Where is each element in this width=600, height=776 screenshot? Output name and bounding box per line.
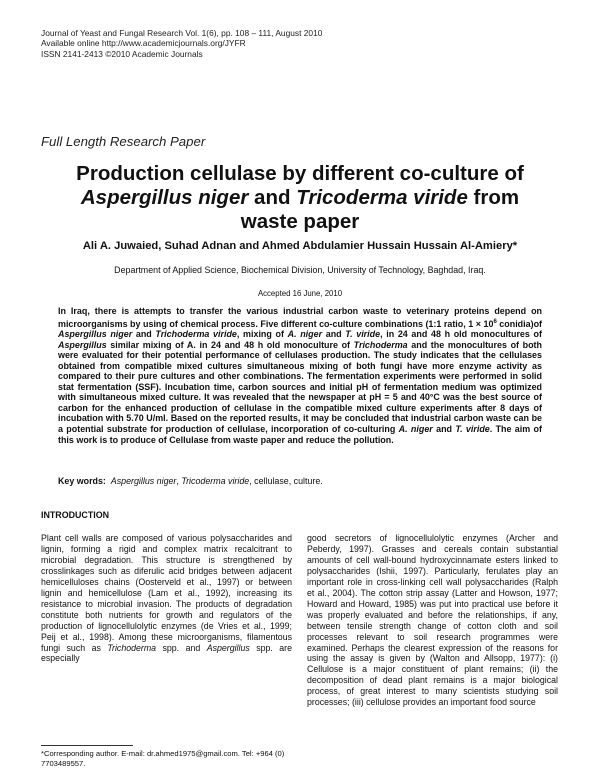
journal-url: Available online http://www.academicjournals.org/JYFR [41, 38, 246, 49]
journal-citation: Journal of Yeast and Fungal Research Vol. 1(6), pp. 108 – 111, August 2010 [41, 28, 323, 38]
intro-paragraph-right: good secretors of lignocellulolytic enzymes (Archer and Peberdy, 1997). Grasses and cereals contain substantial amounts of cell wall-bound hydroxycinnamate esters linked to polysaccharides (Ishii, 1997). Particularly, ferulates play an important role in cross-linking cell wall polysaccharides (Ralph et al., 2004). The cotton strip assay (Latter and Howson, 1977; Howard and Howard, 1985) was put into practical use before it was properly evaluated and before the relationships, if any, between tensile strength change of cotton cloth and soil processes relevant to soil research programmes were examined. Perhaps the clearest expression of the reasons for using the assay is given by (Walton and Allsopp, 1977): (i) Cellulose is a major constituent of plant remains; (ii) the decomposition of dead plant remains is a major biological process, of great interest to many scientists studying soil processes; (iii) cellulose provides an important food source [307, 533, 558, 708]
abstract-text: In Iraq, there is attempts to transfer the various industrial carbon waste to veterinary proteins depend on microorganisms by using of chemical process. Five different co-culture combinations (1:1 ratio, $1 \times 10^6$ conidia)of Aspergillus niger and Trichoderma viride, mixing of A. niger and T. viride, in 24 and 48 h old monocultures of Aspergillus similar mixing of A. in 24 and 48 h old monoculture of Trichoderma and the monocultures of both were evaluated for their potential performance of cellulases production. The study indicates that the cellulases obtained from compatible mixed cultures simultaneous mixing of both fungi have more enzyme activity as compared to their pure cultures and other combinations. The fermentation experiments were performed in solid stat fermentation (SSF). Incubation time, carbon sources and initial pH of fermentation medium was optimized with simultaneous mixed culture. It was revealed that the newspaper at pH = 5 and 40°C was the best source of carbon for the enhanced production of cellulase in the compatible mixed culture experiments after 8 days of incubation with 5.70 U/ml. Based on the reported results, it may be concluded that industrial carbon waste can be a potential substrate for production of cellulase, incorporation of co-culturing A. niger and T. viride. The aim of this work is to produce of Cellulase from waste paper and reduce the pollution. [58, 306, 543, 445]
abstract [58, 306, 542, 445]
title-organism1: Aspergillus niger [80, 186, 249, 209]
keywords: Key words: Aspergillus niger, Tricoderma viride, cellulase, culture. [58, 476, 323, 486]
title-and: and [248, 186, 297, 209]
intro-column-right [307, 533, 558, 708]
journal-issn: ISSN 2141-2413 ©2010 Academic Journals [41, 48, 203, 59]
title-part3: waste paper [240, 210, 360, 233]
keywords-label: Key words: [58, 476, 106, 486]
article-type: Full Length Research Paper [41, 134, 206, 149]
intro-paragraph-left: Plant cell walls are composed of various polysaccharides and lignin, forming a rigid and complex matrix recalcitrant to microbial degradation. This structure is strengthened by crosslinkages such as diferulic acid bridges between adjacent hemicelluloses chains (Oosterveld et al., 1997) or between lignin and hemicellulose (Lam et al., 1992), increasing its resistance to microbial invasion. The products of degradation constitute both nutrients for growth and regulators of the production of lignocellulolytic enzymes (de Vries et al., 1999; Peij et al., 1998). Among these microorganisms, filamentous fungi such as Trichoderma spp. and Aspergillus spp. are especially [41, 533, 292, 664]
authors: Ali A. Juwaied, Suhad Adnan and Ahmed Abdulamier Hussain Hussain Al-Amiery* [82, 240, 518, 252]
title-part1: Production cellulase by different co-culture of [76, 162, 524, 185]
footnote-divider [41, 745, 133, 746]
affiliation: Department of Applied Science, Biochemical Division, University of Technology, Baghdad, Iraq. [114, 265, 486, 275]
title-part2: from [467, 186, 520, 209]
introduction-heading: INTRODUCTION [41, 510, 110, 520]
paper-title [40, 162, 560, 234]
corresponding-author-footnote: *Corresponding author. E-mail: dr.ahmed1975@gmail.com. Tel: +964 (0) 7703489557. [41, 749, 285, 768]
intro-column-left [41, 533, 292, 664]
title-organism2: Tricoderma viride [296, 186, 468, 209]
journal-header [41, 28, 322, 59]
accepted-date: Accepted 16 June, 2010 [257, 289, 343, 298]
